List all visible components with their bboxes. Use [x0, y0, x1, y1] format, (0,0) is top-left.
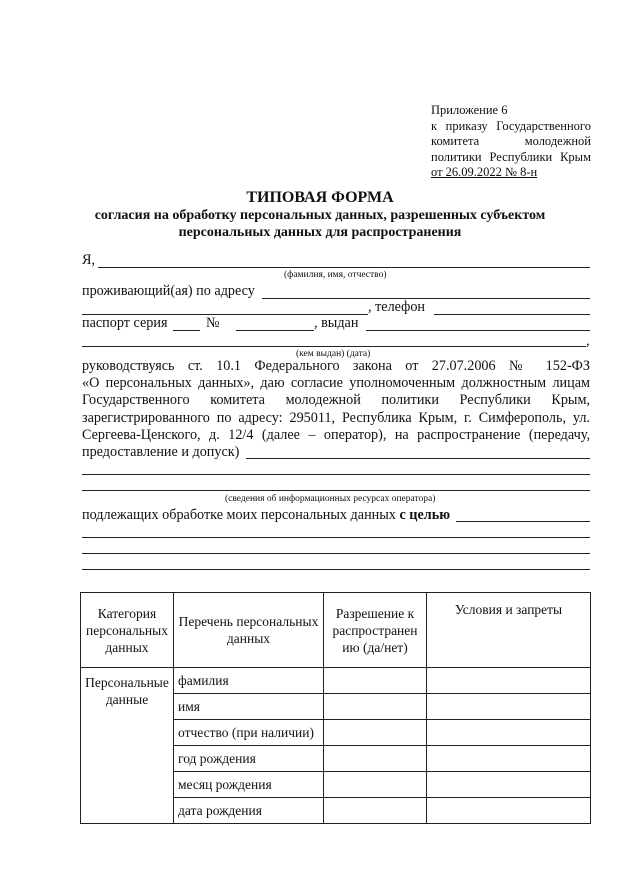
row-label: дата рождения — [174, 798, 324, 824]
row-label: год рождения — [174, 746, 324, 772]
row-label: имя — [174, 694, 324, 720]
permission-field-3[interactable] — [82, 490, 590, 491]
passport-series-field[interactable] — [173, 330, 200, 331]
purpose-bold: с целью — [399, 507, 451, 523]
purpose-field-4[interactable] — [82, 569, 590, 570]
row-label: отчество (при наличии) — [174, 720, 324, 746]
personal-data-table — [80, 592, 591, 824]
conditions-cell[interactable] — [427, 772, 591, 798]
consent-paragraph — [82, 358, 590, 461]
category-cell: Персональные данные — [81, 668, 174, 824]
operator-caption: (сведения об информационных ресурсах оператора) — [225, 494, 436, 504]
conditions-cell[interactable] — [427, 720, 591, 746]
passport-label: паспорт серия — [82, 315, 168, 331]
paragraph-line-3: Государственного комитета молодежной политики Республики Крым, — [82, 392, 590, 409]
fio-field[interactable] — [98, 267, 590, 268]
number-label: № — [206, 315, 220, 331]
permission-cell[interactable] — [324, 746, 427, 772]
purpose-text: подлежащих обработке моих персональных данных — [82, 507, 396, 523]
phone-label: , телефон — [368, 299, 426, 315]
passport-number-field[interactable] — [236, 330, 314, 331]
permission-cell[interactable] — [324, 694, 427, 720]
header-category: Категория персональных данных — [81, 593, 174, 668]
form-title: ТИПОВАЯ ФОРМА — [246, 189, 394, 206]
appendix-line-2: к приказу Государственного — [431, 118, 591, 133]
i-label: Я, — [82, 252, 96, 268]
appendix-line-4: политики Республики Крым — [431, 149, 591, 164]
issued-field-2[interactable] — [82, 346, 586, 347]
permission-field-1[interactable] — [246, 458, 590, 459]
purpose-line — [82, 507, 450, 524]
permission-cell[interactable] — [324, 798, 427, 824]
purpose-field-1[interactable] — [456, 521, 590, 522]
fio-caption: (фамилия, имя, отчество) — [284, 270, 387, 280]
phone-field[interactable] — [434, 314, 590, 315]
address-label: проживающий(ая) по адресу — [82, 283, 255, 299]
issued-comma: , — [586, 333, 590, 349]
row-label: фамилия — [174, 668, 324, 694]
header-permission: Разрешение к распространен ию (да/нет) — [324, 593, 427, 668]
header-list: Перечень персональных данных — [174, 593, 324, 668]
purpose-field-3[interactable] — [82, 553, 590, 554]
issued-field-1[interactable] — [366, 330, 590, 331]
permission-cell[interactable] — [324, 772, 427, 798]
paragraph-line-6: предоставление и допуск) — [82, 444, 240, 461]
conditions-cell[interactable] — [427, 668, 591, 694]
paragraph-line-1: руководствуясь ст. 10.1 Федерального закона от 27.07.2006 № 152-ФЗ — [82, 358, 590, 374]
form-subtitle-1: согласия на обработку персональных данных, разрешенных субъектом — [94, 208, 546, 223]
appendix-block — [431, 103, 591, 181]
paragraph-line-4: зарегистрированного по адресу: 295011, Республика Крым, г. Симферополь, ул. — [82, 409, 590, 426]
purpose-field-2[interactable] — [82, 537, 590, 538]
issued-label: , выдан — [314, 315, 359, 331]
header-conditions: Условия и запреты — [427, 593, 591, 668]
paragraph-line-5: Сергеева-Ценского, д. 12/4 (далее – оператор), на распространение (передачу, — [82, 426, 590, 443]
table-header-row — [81, 593, 591, 668]
permission-field-2[interactable] — [82, 474, 590, 475]
appendix-line-5: от 26.09.2022 № 8-н — [431, 165, 538, 179]
permission-cell[interactable] — [324, 720, 427, 746]
form-subtitle-2: персональных данных для распространения — [178, 225, 462, 240]
paragraph-line-2: «О персональных данных», даю согласие уполномоченным должностным лицам — [82, 375, 590, 392]
conditions-cell[interactable] — [427, 798, 591, 824]
appendix-line-1: Приложение 6 — [431, 103, 508, 117]
conditions-cell[interactable] — [427, 694, 591, 720]
permission-cell[interactable] — [324, 668, 427, 694]
issued-caption: (кем выдан) (дата) — [296, 349, 371, 359]
row-label: месяц рождения — [174, 772, 324, 798]
appendix-line-3: комитета молодежной — [431, 134, 591, 148]
address-field-1[interactable] — [262, 298, 590, 299]
conditions-cell[interactable] — [427, 746, 591, 772]
table-row — [81, 668, 591, 694]
